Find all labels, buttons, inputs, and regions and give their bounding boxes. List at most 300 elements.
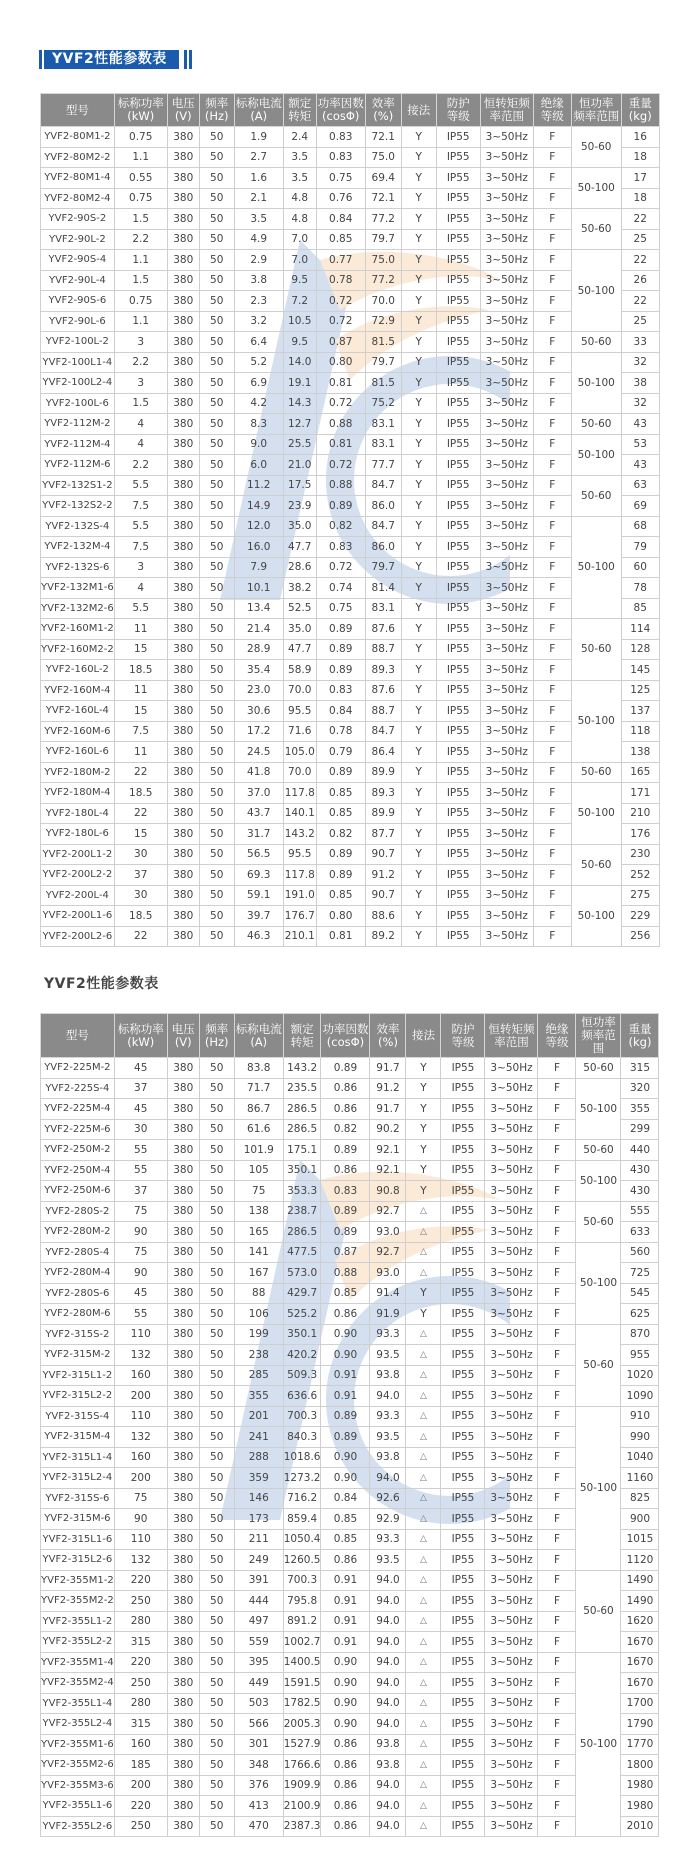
cell-efficiency: 75.2 <box>365 393 401 414</box>
table-row <box>41 1406 659 1427</box>
cell-current: 106 <box>234 1304 283 1325</box>
cell-power-range: 50-60 <box>576 1324 621 1406</box>
table-row <box>41 885 660 906</box>
cell-insulation: F <box>533 660 571 681</box>
cell-insulation: F <box>538 1775 576 1796</box>
header-sublabel: 等级 <box>540 109 564 123</box>
cell-torque: 1273.2 <box>283 1468 321 1489</box>
cell-power-range: 50-60 <box>571 762 621 783</box>
cell-efficiency: 77.2 <box>365 270 401 291</box>
cell-power: 4 <box>114 578 167 599</box>
cell-efficiency: 89.3 <box>365 660 401 681</box>
header-label: 电压 <box>171 96 195 110</box>
cell-connection: △ <box>406 1550 441 1571</box>
cell-torque-range: 3~50Hz <box>485 1529 538 1550</box>
banner-title: YVF2性能参数表 <box>44 50 179 69</box>
cell-torque: 38.2 <box>283 578 316 599</box>
cell-weight: 256 <box>621 926 659 947</box>
cell-torque-range: 3~50Hz <box>480 414 533 435</box>
table-row <box>41 1488 659 1509</box>
cell-power-factor: 0.89 <box>321 1222 370 1243</box>
cell-power-factor: 0.89 <box>316 865 365 886</box>
cell-current: 241 <box>234 1427 283 1448</box>
table-row <box>41 1591 659 1612</box>
table-row <box>41 127 660 148</box>
cell-power-range: 50-100 <box>571 168 621 209</box>
cell-model: YVF2-225S-4 <box>41 1078 115 1099</box>
cell-protection: IP55 <box>441 1386 485 1407</box>
cell-frequency: 50 <box>199 701 234 722</box>
cell-torque-range: 3~50Hz <box>480 168 533 189</box>
cell-connection: △ <box>406 1468 441 1489</box>
cell-weight: 1120 <box>621 1550 659 1571</box>
cell-connection: △ <box>406 1406 441 1427</box>
cell-protection: IP55 <box>441 1816 485 1837</box>
cell-torque: 52.5 <box>283 598 316 619</box>
cell-torque-range: 3~50Hz <box>480 639 533 660</box>
cell-torque: 3.5 <box>283 168 316 189</box>
cell-current: 88 <box>234 1283 283 1304</box>
cell-frequency: 50 <box>199 1714 234 1735</box>
cell-torque: 1002.7 <box>283 1632 321 1653</box>
header-sublabel: (kW) <box>127 109 155 123</box>
table-row <box>41 783 660 804</box>
cell-power: 200 <box>114 1775 167 1796</box>
cell-insulation: F <box>533 475 571 496</box>
cell-power-factor: 0.91 <box>321 1386 370 1407</box>
table-row <box>41 496 660 517</box>
cell-connection: △ <box>406 1345 441 1366</box>
cell-weight: 165 <box>621 762 659 783</box>
cell-torque: 1527.9 <box>283 1734 321 1755</box>
cell-power: 315 <box>114 1714 167 1735</box>
cell-power-factor: 0.79 <box>316 742 365 763</box>
cell-voltage: 380 <box>167 1509 199 1530</box>
cell-voltage: 380 <box>167 1755 199 1776</box>
cell-efficiency: 91.4 <box>370 1283 406 1304</box>
table-row <box>41 209 660 230</box>
cell-model: YVF2-250M-4 <box>41 1160 115 1181</box>
cell-connection: Y <box>406 1119 441 1140</box>
cell-efficiency: 87.6 <box>365 680 401 701</box>
cell-model: YVF2-200L1-6 <box>41 906 115 927</box>
cell-efficiency: 93.5 <box>370 1345 406 1366</box>
table-row <box>41 188 660 209</box>
cell-frequency: 50 <box>199 1734 234 1755</box>
cell-weight: 128 <box>621 639 659 660</box>
cell-torque-range: 3~50Hz <box>485 1119 538 1140</box>
cell-protection: IP55 <box>436 701 480 722</box>
cell-protection: IP55 <box>441 1550 485 1571</box>
cell-insulation: F <box>538 1406 576 1427</box>
cell-voltage: 380 <box>167 639 199 660</box>
cell-current: 41.8 <box>234 762 283 783</box>
cell-frequency: 50 <box>199 844 234 865</box>
table-row <box>41 1119 659 1140</box>
cell-frequency: 50 <box>199 1632 234 1653</box>
cell-torque-range: 3~50Hz <box>480 373 533 394</box>
cell-torque: 23.9 <box>283 496 316 517</box>
cell-voltage: 380 <box>167 1263 199 1284</box>
cell-connection: Y <box>401 188 436 209</box>
cell-torque-range: 3~50Hz <box>480 926 533 947</box>
cell-connection: Y <box>401 229 436 250</box>
cell-power: 90 <box>114 1222 167 1243</box>
cell-power-factor: 0.82 <box>316 516 365 537</box>
cell-model: YVF2-315L2-2 <box>41 1386 115 1407</box>
table-row <box>41 1304 659 1325</box>
cell-efficiency: 89.9 <box>365 803 401 824</box>
cell-current: 301 <box>234 1734 283 1755</box>
table-row <box>41 1099 659 1120</box>
cell-torque-range: 3~50Hz <box>485 1140 538 1161</box>
cell-torque-range: 3~50Hz <box>485 1058 538 1079</box>
cell-power: 2.2 <box>114 352 167 373</box>
cell-frequency: 50 <box>199 1406 234 1427</box>
cell-insulation: F <box>538 1160 576 1181</box>
cell-torque: 429.7 <box>283 1283 321 1304</box>
cell-model: YVF2-315S-2 <box>41 1324 115 1345</box>
cell-current: 31.7 <box>234 824 283 845</box>
cell-model: YVF2-90L-6 <box>41 311 115 332</box>
header-sublabel: 等级 <box>451 1034 475 1049</box>
table-row <box>41 147 660 168</box>
cell-power-range: 50-100 <box>576 1652 621 1837</box>
cell-torque: 140.1 <box>283 803 316 824</box>
cell-efficiency: 79.7 <box>365 229 401 250</box>
header-sublabel: 频率范围 <box>573 109 620 123</box>
cell-power: 90 <box>114 1509 167 1530</box>
cell-current: 395 <box>234 1652 283 1673</box>
cell-weight: 1980 <box>621 1796 659 1817</box>
cell-frequency: 50 <box>199 721 234 742</box>
cell-insulation: F <box>533 455 571 476</box>
cell-power-factor: 0.84 <box>321 1488 370 1509</box>
cell-protection: IP55 <box>436 414 480 435</box>
header-sublabel: (A) <box>250 1034 268 1049</box>
cell-model: YVF2-315L1-2 <box>41 1365 115 1386</box>
cell-frequency: 50 <box>199 660 234 681</box>
cell-power: 132 <box>114 1427 167 1448</box>
cell-connection: Y <box>401 250 436 271</box>
table-row <box>41 803 660 824</box>
cell-insulation: F <box>538 1058 576 1079</box>
cell-power: 160 <box>114 1734 167 1755</box>
table-row <box>41 311 660 332</box>
cell-power-factor: 0.75 <box>316 598 365 619</box>
cell-insulation: F <box>533 188 571 209</box>
cell-frequency: 50 <box>199 1181 234 1202</box>
cell-model: YVF2-100L2-4 <box>41 373 115 394</box>
cell-insulation: F <box>538 1427 576 1448</box>
header-connection <box>401 94 436 127</box>
cell-power-factor: 0.85 <box>316 885 365 906</box>
cell-frequency: 50 <box>199 1509 234 1530</box>
cell-model: YVF2-280M-6 <box>41 1304 115 1325</box>
cell-voltage: 380 <box>167 844 199 865</box>
cell-torque: 9.5 <box>283 332 316 353</box>
cell-current: 167 <box>234 1263 283 1284</box>
cell-efficiency: 88.6 <box>365 906 401 927</box>
cell-insulation: F <box>533 824 571 845</box>
cell-protection: IP55 <box>436 475 480 496</box>
cell-power: 22 <box>114 762 167 783</box>
cell-voltage: 380 <box>167 168 199 189</box>
header-label: 标称电流 <box>235 96 282 110</box>
cell-frequency: 50 <box>199 434 234 455</box>
cell-current: 61.6 <box>234 1119 283 1140</box>
cell-weight: 60 <box>621 557 659 578</box>
cell-model: YVF2-355M1-2 <box>41 1570 115 1591</box>
cell-current: 559 <box>234 1632 283 1653</box>
cell-torque: 716.2 <box>283 1488 321 1509</box>
cell-insulation: F <box>538 1755 576 1776</box>
cell-frequency: 50 <box>199 1447 234 1468</box>
cell-insulation: F <box>538 1632 576 1653</box>
cell-model: YVF2-200L2-2 <box>41 865 115 886</box>
cell-power-range: 50-60 <box>571 414 621 435</box>
cell-connection: △ <box>406 1447 441 1468</box>
cell-model: YVF2-90S-4 <box>41 250 115 271</box>
cell-torque: 525.2 <box>283 1304 321 1325</box>
table-row <box>41 1427 659 1448</box>
header-voltage <box>167 1014 199 1058</box>
cell-protection: IP55 <box>436 926 480 947</box>
cell-insulation: F <box>538 1099 576 1120</box>
cell-power-factor: 0.89 <box>321 1140 370 1161</box>
cell-connection: Y <box>401 762 436 783</box>
cell-insulation: F <box>533 168 571 189</box>
cell-current: 37.0 <box>234 783 283 804</box>
cell-torque-range: 3~50Hz <box>480 434 533 455</box>
cell-connection: △ <box>406 1222 441 1243</box>
cell-efficiency: 93.8 <box>370 1755 406 1776</box>
table-row <box>41 1345 659 1366</box>
cell-voltage: 380 <box>167 496 199 517</box>
cell-insulation: F <box>538 1324 576 1345</box>
cell-protection: IP55 <box>441 1078 485 1099</box>
cell-torque-range: 3~50Hz <box>485 1283 538 1304</box>
cell-connection: Y <box>406 1078 441 1099</box>
cell-insulation: F <box>533 906 571 927</box>
cell-torque: 25.5 <box>283 434 316 455</box>
cell-current: 83.8 <box>234 1058 283 1079</box>
cell-frequency: 50 <box>199 1304 234 1325</box>
cell-weight: 17 <box>621 168 659 189</box>
cell-insulation: F <box>533 598 571 619</box>
cell-torque: 175.1 <box>283 1140 321 1161</box>
table-row <box>41 619 660 640</box>
cell-power-factor: 0.89 <box>321 1058 370 1079</box>
cell-efficiency: 92.7 <box>370 1242 406 1263</box>
cell-voltage: 380 <box>167 1058 199 1079</box>
cell-power-factor: 0.90 <box>321 1652 370 1673</box>
cell-power: 0.55 <box>114 168 167 189</box>
cell-power: 15 <box>114 701 167 722</box>
cell-efficiency: 94.0 <box>370 1796 406 1817</box>
cell-protection: IP55 <box>441 1345 485 1366</box>
cell-torque: 35.0 <box>283 619 316 640</box>
cell-model: YVF2-100L-2 <box>41 332 115 353</box>
cell-protection: IP55 <box>436 578 480 599</box>
cell-model: YVF2-355L2-6 <box>41 1816 115 1837</box>
cell-frequency: 50 <box>199 1673 234 1694</box>
cell-insulation: F <box>533 332 571 353</box>
cell-power-factor: 0.84 <box>316 701 365 722</box>
cell-current: 17.2 <box>234 721 283 742</box>
cell-efficiency: 94.0 <box>370 1652 406 1673</box>
cell-efficiency: 93.5 <box>370 1550 406 1571</box>
cell-model: YVF2-90S-2 <box>41 209 115 230</box>
cell-frequency: 50 <box>199 1550 234 1571</box>
cell-connection: Y <box>401 598 436 619</box>
cell-power: 4 <box>114 434 167 455</box>
cell-power-range: 50-60 <box>571 209 621 250</box>
cell-model: YVF2-355L1-6 <box>41 1796 115 1817</box>
cell-power-factor: 0.89 <box>321 1427 370 1448</box>
cell-torque-range: 3~50Hz <box>480 865 533 886</box>
cell-torque-range: 3~50Hz <box>480 844 533 865</box>
cell-power: 3 <box>114 557 167 578</box>
spec-table-2 <box>40 1013 659 1837</box>
cell-frequency: 50 <box>199 475 234 496</box>
cell-torque: 840.3 <box>283 1427 321 1448</box>
cell-power: 37 <box>114 865 167 886</box>
cell-insulation: F <box>533 291 571 312</box>
cell-voltage: 380 <box>167 1550 199 1571</box>
cell-power: 75 <box>114 1201 167 1222</box>
table-row <box>41 1140 659 1161</box>
cell-voltage: 380 <box>167 1529 199 1550</box>
cell-weight: 1090 <box>621 1386 659 1407</box>
cell-power: 15 <box>114 639 167 660</box>
cell-frequency: 50 <box>199 783 234 804</box>
cell-weight: 1700 <box>621 1693 659 1714</box>
cell-insulation: F <box>533 373 571 394</box>
cell-power: 5.5 <box>114 598 167 619</box>
cell-connection: Y <box>406 1283 441 1304</box>
header-model <box>41 94 115 127</box>
cell-insulation: F <box>538 1242 576 1263</box>
cell-torque: 14.0 <box>283 352 316 373</box>
cell-insulation: F <box>533 250 571 271</box>
cell-power: 1.1 <box>114 250 167 271</box>
header-torque-range <box>485 1014 538 1058</box>
cell-model: YVF2-280S-4 <box>41 1242 115 1263</box>
cell-torque-range: 3~50Hz <box>485 1406 538 1427</box>
cell-current: 391 <box>234 1570 283 1591</box>
header-power-factor <box>316 94 365 127</box>
cell-protection: IP55 <box>441 1222 485 1243</box>
cell-voltage: 380 <box>167 865 199 886</box>
cell-voltage: 380 <box>167 1160 199 1181</box>
cell-current: 4.9 <box>234 229 283 250</box>
cell-power-range: 50-100 <box>571 434 621 475</box>
table-row <box>41 721 660 742</box>
cell-connection: △ <box>406 1386 441 1407</box>
table-row <box>41 598 660 619</box>
cell-power-factor: 0.76 <box>316 188 365 209</box>
cell-power: 250 <box>114 1673 167 1694</box>
cell-model: YVF2-160L-4 <box>41 701 115 722</box>
cell-weight: 85 <box>621 598 659 619</box>
cell-current: 23.0 <box>234 680 283 701</box>
cell-efficiency: 92.9 <box>370 1509 406 1530</box>
cell-voltage: 380 <box>167 1242 199 1263</box>
cell-voltage: 380 <box>167 742 199 763</box>
cell-efficiency: 90.7 <box>365 885 401 906</box>
cell-weight: 210 <box>621 803 659 824</box>
cell-connection: Y <box>401 803 436 824</box>
cell-frequency: 50 <box>199 1283 234 1304</box>
cell-frequency: 50 <box>199 824 234 845</box>
cell-voltage: 380 <box>167 1796 199 1817</box>
cell-efficiency: 88.7 <box>365 701 401 722</box>
table-row <box>41 1734 659 1755</box>
cell-frequency: 50 <box>199 455 234 476</box>
cell-torque: 700.3 <box>283 1570 321 1591</box>
cell-voltage: 380 <box>167 762 199 783</box>
cell-model: YVF2-160M2-2 <box>41 639 115 660</box>
table-row <box>41 1468 659 1489</box>
cell-weight: 33 <box>621 332 659 353</box>
cell-power: 160 <box>114 1447 167 1468</box>
cell-current: 355 <box>234 1386 283 1407</box>
cell-torque: 700.3 <box>283 1406 321 1427</box>
cell-voltage: 380 <box>167 455 199 476</box>
table-row <box>41 824 660 845</box>
table-row <box>41 270 660 291</box>
cell-model: YVF2-132S1-2 <box>41 475 115 496</box>
cell-protection: IP55 <box>436 762 480 783</box>
cell-frequency: 50 <box>199 229 234 250</box>
cell-connection: △ <box>406 1591 441 1612</box>
cell-current: 2.9 <box>234 250 283 271</box>
cell-model: YVF2-315L1-6 <box>41 1529 115 1550</box>
header-efficiency <box>365 94 401 127</box>
cell-efficiency: 90.8 <box>370 1181 406 1202</box>
cell-protection: IP55 <box>441 1673 485 1694</box>
cell-frequency: 50 <box>199 1796 234 1817</box>
cell-torque: 47.7 <box>283 537 316 558</box>
cell-frequency: 50 <box>199 332 234 353</box>
cell-torque: 1909.9 <box>283 1775 321 1796</box>
cell-weight: 22 <box>621 209 659 230</box>
cell-torque: 19.1 <box>283 373 316 394</box>
cell-model: YVF2-180L-4 <box>41 803 115 824</box>
table-body <box>41 1058 659 1837</box>
cell-model: YVF2-355M1-4 <box>41 1652 115 1673</box>
cell-frequency: 50 <box>199 803 234 824</box>
cell-insulation: F <box>533 783 571 804</box>
cell-efficiency: 94.0 <box>370 1468 406 1489</box>
cell-current: 2.1 <box>234 188 283 209</box>
cell-protection: IP55 <box>441 1242 485 1263</box>
cell-power: 2.2 <box>114 229 167 250</box>
cell-power-factor: 0.90 <box>321 1447 370 1468</box>
cell-model: YVF2-355L1-2 <box>41 1611 115 1632</box>
cell-insulation: F <box>533 803 571 824</box>
cell-model: YVF2-160M-4 <box>41 680 115 701</box>
cell-weight: 69 <box>621 496 659 517</box>
cell-torque-range: 3~50Hz <box>480 721 533 742</box>
cell-power: 18.5 <box>114 660 167 681</box>
cell-voltage: 380 <box>167 1222 199 1243</box>
cell-frequency: 50 <box>199 291 234 312</box>
cell-voltage: 380 <box>167 824 199 845</box>
cell-protection: IP55 <box>436 865 480 886</box>
cell-weight: 118 <box>621 721 659 742</box>
